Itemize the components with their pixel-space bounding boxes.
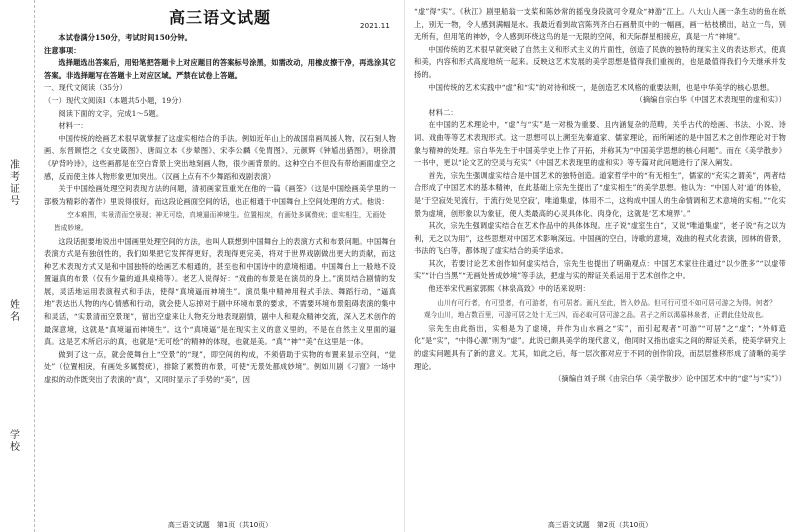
instruction: 阅读下面的文字，完成1～5题。: [58, 108, 164, 118]
page-footer: 高三语文试题 第2页（共10页）: [547, 521, 653, 529]
paragraph: 做到了这一点，就会使舞台上“空景”的“现”，即空间的构成，不须借助于实物的布置来显示空间，“觉处”（位置相戾，有画处多属赘疣），排除了累赘的布景，可使“无景处都成妙境”。例如川剧《刁窗》一场中虚拟的动作既突出了表演的“真”，又同时显示了手势的“美”，因: [44, 349, 396, 385]
notice-heading: 注意事项：: [44, 45, 81, 55]
page-1: [44, 6, 396, 526]
paragraph: 他还举宋代画家郭熙《林泉高致》中的话来说明：: [428, 284, 590, 294]
quote: 山川有可行者，有可望者，有可游者，有可居者。画凡至此，皆入妙品。但可行可望不如可居可游之为得。何者？观今山川，地占数百里，可游可居之处十无三四，而必取可居可游之品。君子之所以渴慕林泉者，正谓此佳处故也。: [424, 298, 776, 320]
exam-intro: 本试卷满分150分，考试时间150分钟。: [58, 33, 193, 42]
binding-sidebar: [0, 0, 35, 532]
page-title: 高三语文试题: [168, 8, 271, 27]
side-label-school: 学校: [10, 430, 20, 453]
page-2: [414, 6, 786, 526]
section-heading: 一、现代文阅读（35分）: [44, 83, 127, 93]
page-footer: 高三语文试题 第1页（共10页）: [167, 521, 273, 529]
side-label-exam-number: 准考证号: [10, 160, 20, 207]
paragraph: 宗先生由此指出，实相是为了虚境，并作为山水画之“实”，而引起观者“可游”“可居”之“虚”；“外师造化”是“实”，“中得心源”则为“虚”。此说已颇具美学的现代意义，他同时又指出虚实之间的辩证关系，使美学研究上的虚实问题具有了新的意义。尤其，如此之后，每一层次都对应于不同的创作阶段，而层层推移形成了清晰的美学理论。: [414, 323, 786, 371]
material-1-label: 材料一：: [58, 121, 88, 131]
page-gutter: [404, 0, 405, 532]
side-label-name: 姓名: [10, 300, 20, 323]
paragraph: 在中国的艺术理论中，“虚”与“实”是一对极为重要、且内涵复杂的范畴，关乎古代的绘画、书法、小说、诗词、戏曲等等艺术表现形式。这一思想可以上溯至先秦道家、儒家理论，而所阐述的是中国艺术之创作理论对于物象与精神的处理。宗白华先生于中国美学史上作了开拓，并称其为“中国美学思想的核心问题”。而在《美学散步》一书中，更以“论文艺的空灵与充实”《中国艺术表现里的虚和实》等专篇对此问题进行了深入阐发。: [414, 120, 786, 168]
paragraph: 首先，宗先生强调虚实结合是中国艺术的独特创造。道家哲学中的“有无相生”，儒家的“充实之谓美”，两者结合形成了中国艺术的基本精神，在此基础上宗先生提出了“虚实相生”的美学思想。他认为：“中国人对‘道’的体验，是‘于空寂处见流行，于流行处见空寂’，唯道集虚，体用不二，这构成中国人的生命情调和艺术意境的实相。”“化实景为虚境，创形象以为象征，使人类最高的心灵具体化、肉身化，这就是‘艺术境界’。”: [414, 170, 786, 218]
paragraph: 关于中国绘画处理空间表现方法的问题，清初画家笪重光在他的一篇《画筌》（这是中国绘画美学里的一部极为精彩的著作）里说得很好，而这段论画面空间的话，也正相通于中国舞台上空间处理的方式。他说：: [44, 184, 396, 206]
source-citation: （摘编自宗白华《中国艺术表现里的虚和实》）: [635, 95, 786, 105]
notice-text: 选择题选出答案后，用铅笔把答题卡上对应题目的答案标号涂黑，如需改动，用橡皮擦干净，再选涂其它答案。非选择题写在答题卡上对应区域。严禁在试卷上答题。: [44, 58, 396, 80]
paragraph: 其次，宗先生强调虚实结合在艺术作品中的具体体现。庄子说“虚室生白”，又说“唯道集虚”，老子说“有之以为利，无之以为用”，这些思想对中国艺术影响深远。中国画的空白，诗歌的意境，戏曲的程式化表演，园林的借景，书法的飞白等，都体现了虚实结合的美学追求。: [414, 221, 786, 256]
source-citation: （摘编自刘子琪《由宗白华〈美学散步〉论中国艺术中的“虚”与“实”》）: [554, 374, 786, 384]
quote: 空本难图，实景清而空景现；神无可绘，真境逼而神境生。位置相戾，有画处多属赘疣；虚实相生，无画处皆成妙境。: [54, 211, 386, 232]
material-2-label: 材料二：: [428, 107, 458, 117]
paragraph: 这段话扼要地说出中国画里处理空间的方法，也叫人联想到中国舞台上的表演方式和布景问题。中国舞台表演方式是有独创性的，我们如果把它发挥得更好，表现得更完美，将对于世界戏剧做出更大的贡献，而这种艺术表现方式又是和中国独特的绘画艺术相通的，甚至也和中国诗中的意境相通。中国舞台上一般地不设置逼真的布景（仅有少量的道具桌椅等）。老艺人说得好：“戏曲的布景是在演员的身上。”演员结合剧情的发展，灵活地运用表演程式和手法，使得“真境逼而神境生”。演员集中精神用程式手法、舞蹈行动，“逼真地”表达出人物的内心情感和行动，就会使人忘掉对于剧中环境布景的要求，不需要环境布景阻碍表演的集中和灵活，“实景清而空景现”，留出空虚来让人物充分地表现剧情，剧中人和观众精神交流，深入艺术创作的最深意境，这就是“真境逼而神境生”。这个“真境逼”是在现实主义的意义里的，不是在自然主义里面的逼真。这是艺术所启示的真，也就是“无可绘”的精神的体现，也就是美。“真”“神”“美”在这里是一体。: [44, 236, 396, 347]
paragraph: 其次，若要讨论艺术创作如何虚实结合，宗先生也提出了明确观点：中国艺术家往往通过“以少胜多”“以虚带实”“计白当黑”“无画处皆成妙境”等手法，把虚与实的辩证关系运用于艺术创作之中。: [414, 258, 786, 281]
exam-date: 2021.11: [360, 22, 390, 30]
paragraph: “虚”得“实”。《秋江》剧里船翁一支桨和陈妙常的摇曳身段就可令观众“神游”江上。八大山人画一条生动的鱼在纸上，别无一物，令人感到满幅是水。我最近看到故宫陈列齐白石画册页中的一幅画，画一枯枝横出，站立一鸟，别无所有，但用笔的神妙，令人感到环绕这鸟的是一无限的空间，和天际群星相接应，真是一片“神境”。: [414, 7, 786, 42]
paragraph: 中国传统的绘画艺术很早就掌握了这虚实相结合的手法。例如近年山上的战国帛画凤援人物、汉石刻人物画、东晋顾恺之《女史箴图》、唐阎立本《步辇图》、宋李公麟《免胄图》、元颜辉《钟馗出猎图》，明徐渭《驴背吟诗》，这些画都是在空白背景上突出地刻画人物，很少画背景的。这种空白不但没有带给画面虚空之感，反而使主体人物形象更加突出。（汉画上点有不少舞蹈和戏剧表演）: [44, 133, 396, 181]
paragraph: 中国传统的艺术实践中“虚”和“实”的对待和统一，是创造艺术风格的重要法则，也是中华美学的核心思想。: [428, 82, 774, 92]
subsection-heading: （一）现代文阅读Ⅰ（本题共5小题，19分）: [44, 95, 186, 105]
paragraph: 中国传统的艺术很早就突破了自然主义和形式主义的片面性，创造了民族的独特的现实主义的表达形式，使真和美，内容和形式高度地统一起来。反映这艺术发展的美学思想是值得我们重视的，也是最值得我们今天继承并发扬的。: [414, 44, 786, 79]
